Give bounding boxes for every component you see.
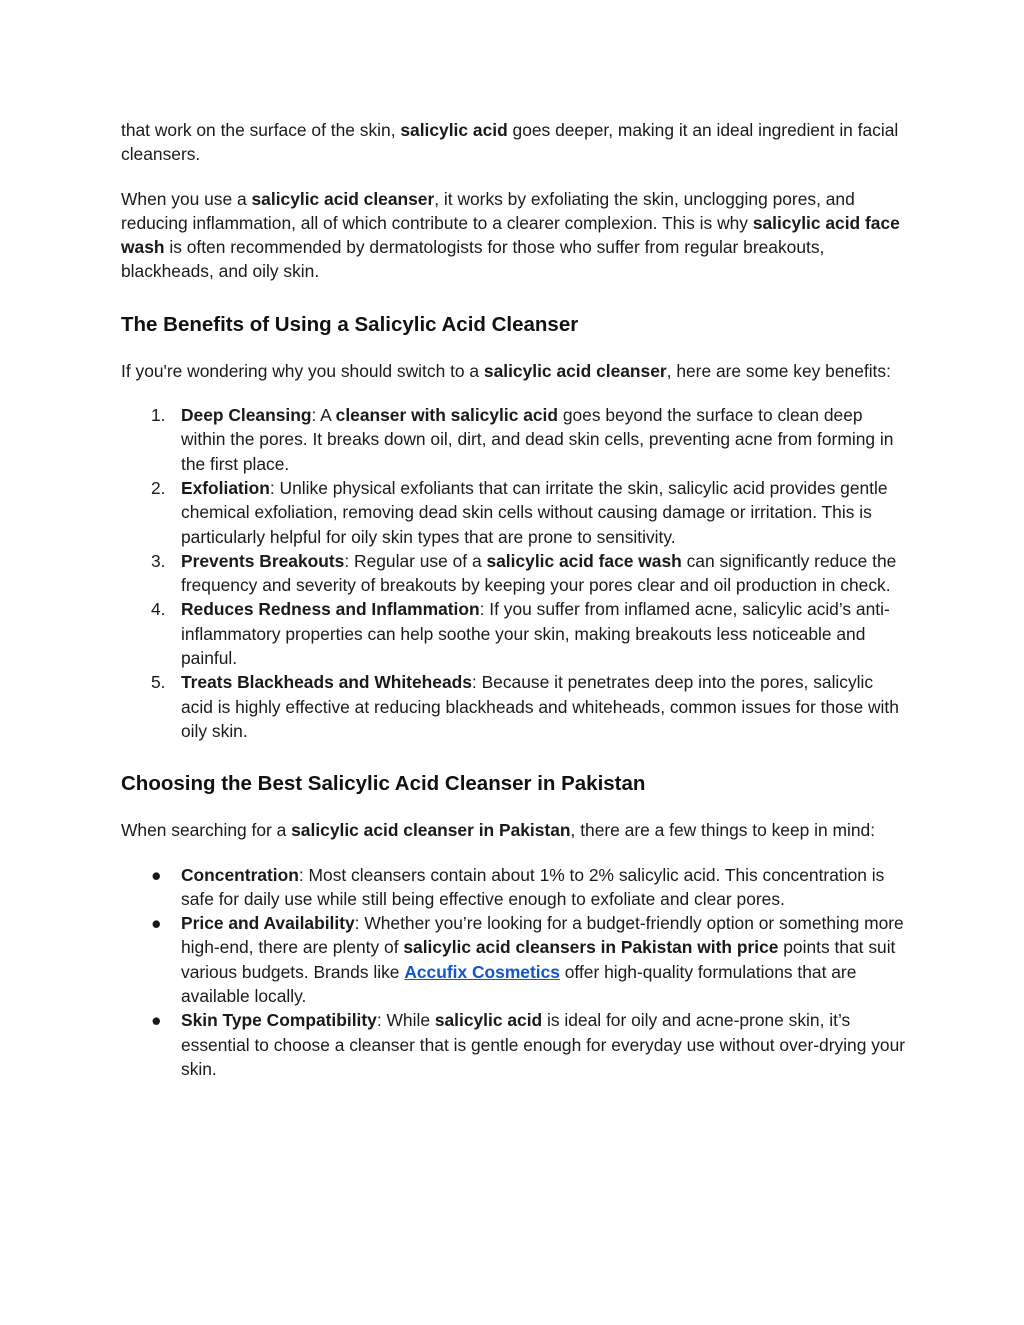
list-number: 2. xyxy=(151,477,166,498)
bullet-icon: ● xyxy=(151,1010,162,1031)
benefits-heading: The Benefits of Using a Salicylic Acid Cleanser xyxy=(121,312,579,336)
list-number: 3. xyxy=(151,550,166,571)
intro-paragraph-1: that work on the surface of the skin, salicylic acid goes deeper, making it an ideal ingredient in facial cleansers. xyxy=(121,120,899,165)
benefits-intro-paragraph: If you're wondering why you should switch to a salicylic acid cleanser, here are some key benefits: xyxy=(121,360,891,381)
choosing-heading: Choosing the Best Salicylic Acid Cleanser in Pakistan xyxy=(121,772,646,796)
list-number: 5. xyxy=(151,672,166,693)
list-number: 4. xyxy=(151,599,166,620)
list-item: 2. Exfoliation: Unlike physical exfoliants that can irritate the skin, salicylic acid provides gentle chemical exfoliation, removing dead skin cells without causing damage or irritation. This is particularly helpful for oily skin types that are prone to sensitivity. xyxy=(151,477,888,547)
list-item: ● Price and Availability: Whether you’re looking for a budget-friendly option or something more high-end, there are plenty of salicylic acid cleansers in Pakistan with price points that suit various budgets. Brands like Accufix Cosmetics offer high-quality formulations that are available locally. xyxy=(151,913,904,1007)
list-item: 1. Deep Cleansing: A cleanser with salicylic acid goes beyond the surface to clean deep within the pores. It breaks down oil, dirt, and dead skin cells, preventing acne from forming in the first place. xyxy=(151,405,894,474)
document-page xyxy=(121,118,906,1081)
bullet-icon: ● xyxy=(151,864,162,885)
benefits-list xyxy=(121,403,906,743)
list-item: ● Concentration: Most cleansers contain about 1% to 2% salicylic acid. This concentration is safe for daily use while still being effective enough to exfoliate and clear pores. xyxy=(151,864,885,909)
choosing-list xyxy=(121,863,906,1082)
bullet-icon: ● xyxy=(151,913,162,934)
list-item: 5. Treats Blackheads and Whiteheads: Because it penetrates deep into the pores, salicylic acid is highly effective at reducing blackheads and whiteheads, common issues for those with oily skin. xyxy=(151,672,899,741)
choosing-intro-paragraph: When searching for a salicylic acid cleanser in Pakistan, there are a few things to keep in mind: xyxy=(121,820,876,841)
accufix-cosmetics-link[interactable]: Accufix Cosmetics xyxy=(404,961,560,982)
list-item: ● Skin Type Compatibility: While salicylic acid is ideal for oily and acne-prone skin, it’s essential to choose a cleanser that is gentle enough for everyday use without over-drying your skin. xyxy=(151,1010,906,1079)
list-item: 4. Reduces Redness and Inflammation: If you suffer from inflamed acne, salicylic acid’s anti-inflammatory properties can help soothe your skin, making breakouts less noticeable and painful. xyxy=(151,599,890,669)
intro-paragraph-2: When you use a salicylic acid cleanser, it works by exfoliating the skin, unclogging pores, and reducing inflammation, all of which contribute to a clearer complexion. This is why salicylic acid face wash is often recommended by dermatologists for those who suffer from regular breakouts, blackheads, and oily skin. xyxy=(121,188,900,282)
list-number: 1. xyxy=(151,405,166,426)
list-item: 3. Prevents Breakouts: Regular use of a salicylic acid face wash can significantly reduce the frequency and severity of breakouts by keeping your pores clear and oil production in check. xyxy=(151,550,897,596)
